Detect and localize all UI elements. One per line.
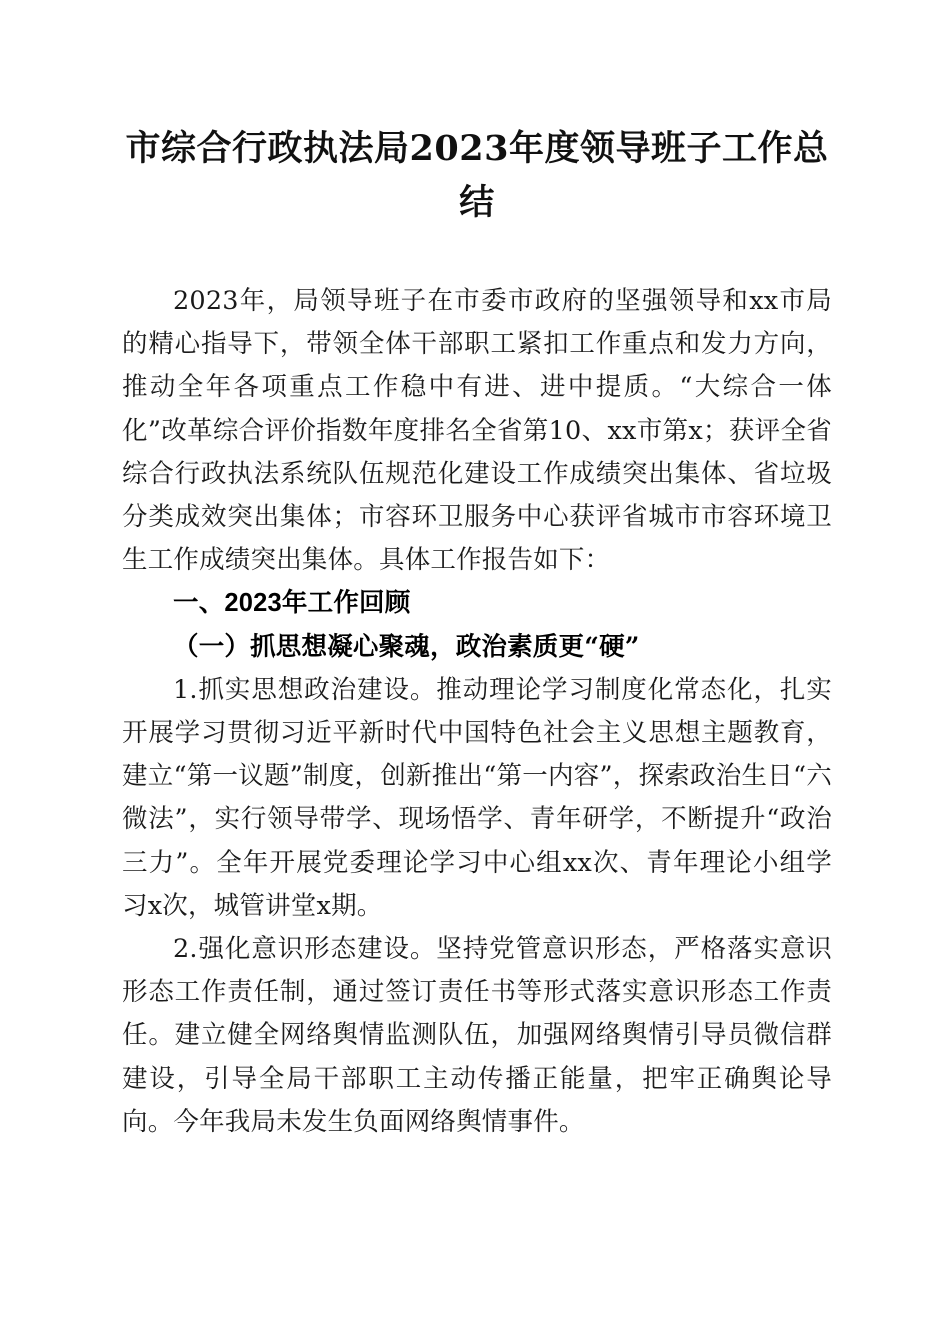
title-body-spacer	[122, 230, 832, 280]
numbered-item-2-paragraph: 2.强化意识形态建设。坚持党管意识形态，严格落实意识形态工作责任制，通过签订责任书等形式落实意识形态工作责任。建立健全网络舆情监测队伍，加强网络舆情引导员微信群建设，引导全局干部职工主动传播正能量，把牢正确舆论导向。今年我局未发生负面网络舆情事件。	[122, 934, 832, 1137]
document-text-column	[122, 0, 832, 1144]
page-title: 市综合行政执法局2023年度领导班子工作总结	[125, 128, 829, 223]
intro-paragraph: 2023年，局领导班子在市委市政府的坚强领导和xx市局的精心指导下，带领全体干部职工紧扣工作重点和发力方向，推动全年各项重点工作稳中有进、进中提质。“大综合一体化”改革综合评价指数年度排名全省第10、xx市第x；获评全省综合行政执法系统队伍规范化建设工作成绩突出集体、省垃圾分类成效突出集体；市容环卫服务中心获评省城市市容环境卫生工作成绩突出集体。具体工作报告如下：	[122, 286, 832, 576]
section-heading-one: 一、2023年工作回顾	[173, 589, 411, 618]
numbered-item-1-paragraph: 1.抓实思想政治建设。推动理论学习制度化常态化，扎实开展学习贯彻习近平新时代中国特色社会主义思想主题教育，建立“第一议题”制度，创新推出“第一内容”，探索政治生日“六微法”，实行领导带学、现场悟学、青年研学，不断提升“政治三力”。全年开展党委理论学习中心组xx次、青年理论小组学习x次，城管讲堂x期。	[122, 674, 832, 921]
subsection-heading-one-one: （一）抓思想凝心聚魂，政治素质更“硬”	[173, 631, 640, 662]
